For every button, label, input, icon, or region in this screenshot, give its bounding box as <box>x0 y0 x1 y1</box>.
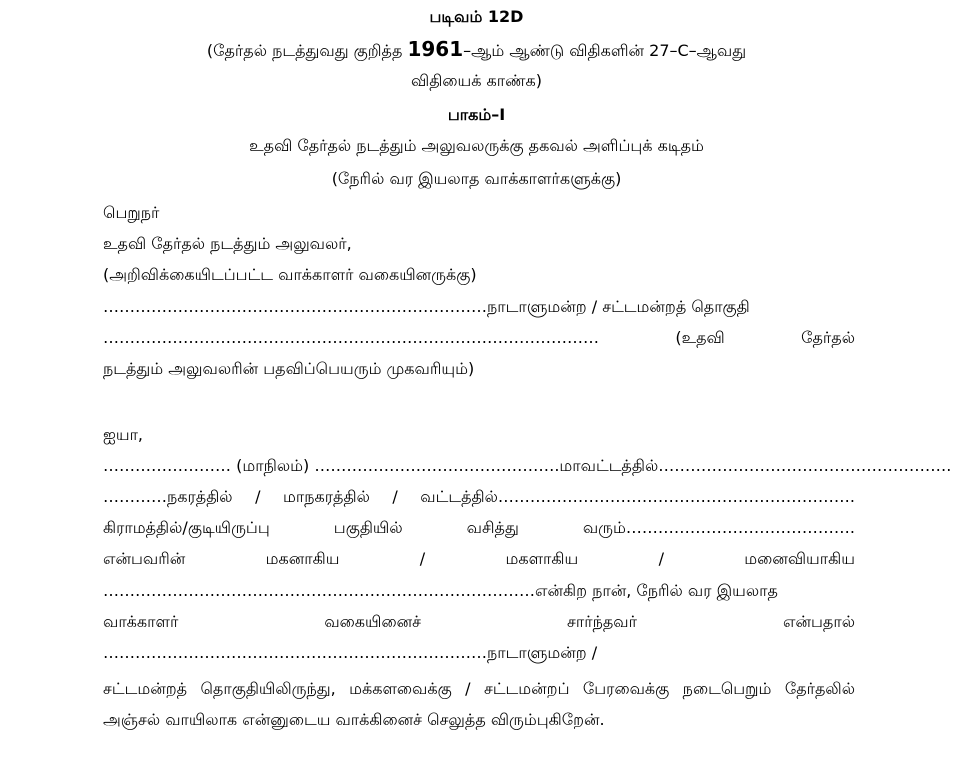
salutation: ஐயா, <box>103 425 144 444</box>
coming-label <box>583 517 855 539</box>
state-blank: ………………………………………. <box>314 456 560 475</box>
separator: / <box>419 549 426 568</box>
separator: / <box>658 549 664 568</box>
word: சார்ந்தவர் <box>567 612 637 631</box>
body-line-5 <box>103 580 778 602</box>
constituency-blank: ……………………………………………………………… <box>103 297 487 316</box>
designation-text-a: (உதவி <box>675 328 725 347</box>
applicant-text: என்கிற நான், நேரில் வர இயலாத <box>535 581 778 600</box>
rule-reference-line2: விதியைக் காண்க) <box>411 71 542 90</box>
wife-label: மனைவியாகிய <box>744 549 855 568</box>
district-label: மாவட்டத்தில் <box>559 456 659 475</box>
designation-line2: நடத்தும் அலுவலரின் பதவிப்பெயரும் முகவரியும்) <box>103 359 475 378</box>
name-blank: …………………… <box>103 456 231 475</box>
word: என்பதால் <box>783 612 855 631</box>
residing-label: வசித்து <box>466 518 519 537</box>
parliament-blank: ……………………………………………………………… <box>103 643 487 662</box>
to-label: பெறுநர் <box>103 203 160 222</box>
son-label: மகனாகிய <box>265 549 340 568</box>
body-line-2 <box>103 486 855 508</box>
rule-reference-year: 1961 <box>407 37 464 61</box>
separator: / <box>392 487 398 506</box>
designation-blank: ………………………………………………………………………………… <box>103 328 599 347</box>
state-label: (மாநிலம்) <box>236 456 310 475</box>
city-label: மாநகரத்தில் <box>283 487 370 506</box>
category-line: (அறிவிக்கையிடப்பட்ட வாக்காளர் வகையினருக்கு) <box>103 265 477 284</box>
town-text: நகரத்தில் <box>167 487 233 506</box>
body-line-1 <box>103 455 951 477</box>
coming-text: வரும் <box>582 518 626 537</box>
circle-label <box>420 486 855 508</box>
village-label: கிராமத்தில்/குடியிருப்பு <box>103 518 270 537</box>
part-title: பாகம்–I <box>447 105 506 124</box>
separator: / <box>255 487 261 506</box>
rule-reference-text-a: (தேர்தல் நடத்துவது குறித்த <box>206 41 408 60</box>
body-line-3 <box>103 517 855 539</box>
whose-label: என்பவரின் <box>103 549 186 568</box>
rule-reference <box>0 38 953 62</box>
word: வாக்காளர் <box>103 612 179 631</box>
circle-text: வட்டத்தில் <box>420 487 498 506</box>
town-label <box>103 486 233 508</box>
closing-paragraph: சட்டமன்றத் தொகுதியிலிருந்து, மக்களவைக்கு / சட்டமன்றப் பேரவைக்கு நடைபெறும் தேர்தலில் அஞ்சல் வாயிலாக என்னுடைய வாக்கினைச் செலுத்த விரும்புகிறேன். <box>103 679 855 729</box>
constituency-text: நாடாளுமன்ற / சட்டமன்றத் தொகுதி <box>487 297 750 316</box>
body-line-7 <box>103 642 597 664</box>
word: வகையினைச் <box>324 612 421 631</box>
applicant-name-blank: ……………………………………………………………………… <box>103 581 535 600</box>
body-line-4 <box>103 548 855 570</box>
constituency-line <box>103 296 750 318</box>
residence-blank: ……………………………………. <box>625 518 855 537</box>
area-label: பகுதியில் <box>333 518 403 537</box>
letter-subtitle: (நேரில் வர இயலாத வாக்காளர்களுக்கு) <box>331 169 622 188</box>
letter-title: உதவி தேர்தல் நடத்தும் அலுவலருக்கு தகவல் அளிப்புக் கடிதம் <box>249 136 704 155</box>
designation-line <box>103 327 855 349</box>
form-title: படிவம் 12D <box>429 7 524 26</box>
circle-blank: …………………………………………………………. <box>497 487 855 506</box>
rule-reference-text-b: –ஆம் ஆண்டு விதிகளின் 27–C–ஆவது <box>463 41 747 60</box>
town-blank: ………… <box>103 487 167 506</box>
body-line-6 <box>103 611 855 633</box>
daughter-label: மகளாகிய <box>505 549 579 568</box>
officer-line: உதவி தேர்தல் நடத்தும் அலுவலர், <box>103 234 352 253</box>
parliament-text: நாடாளுமன்ற / <box>487 643 598 662</box>
district-blank: ………………………………………………. <box>658 456 952 475</box>
designation-text-b: தேர்தல் <box>801 328 855 347</box>
